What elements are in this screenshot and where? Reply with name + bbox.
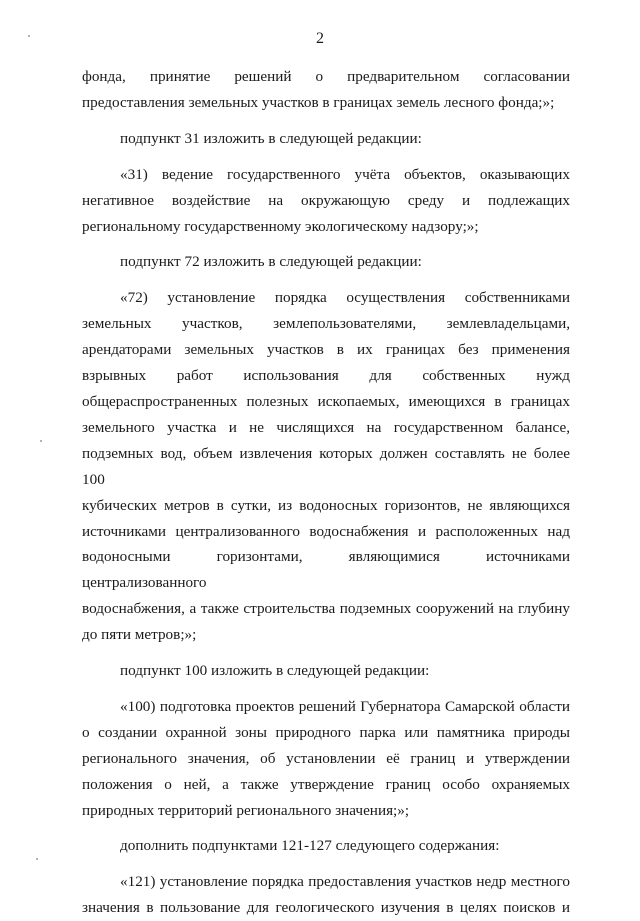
text-line: взрывных работ использования для собственных нужд <box>82 367 570 385</box>
paragraph-subclause-121 <box>82 869 570 921</box>
text-line: «31) ведение государственного учёта объектов, оказывающих <box>120 165 570 183</box>
text-line: дополнить подпунктами 121-127 следующего содержания: <box>120 837 500 855</box>
scan-speck <box>28 35 30 37</box>
text-line: подпункт 100 изложить в следующей редакции: <box>120 662 430 680</box>
text-line: региональному государственному экологическому надзору;»; <box>82 217 479 235</box>
text-line: фонда, принятие решений о предварительном согласовании <box>82 68 570 85</box>
text-line: регионального значения, об установлении её границ и утверждении <box>82 749 570 767</box>
paragraph-continuation <box>82 64 570 116</box>
text-line: негативное воздействие на окружающую среду и подлежащих <box>82 191 570 209</box>
text-line: земельных участков, землепользователями, землевладельцами, <box>82 315 570 333</box>
paragraph-subclause-31 <box>82 162 570 240</box>
text-line: «100) подготовка проектов решений Губернатора Самарской области <box>120 697 570 715</box>
paragraph-instruction <box>82 658 570 684</box>
document-body <box>82 64 570 921</box>
paragraph-instruction <box>82 833 570 859</box>
text-line: арендаторами земельных участков в их границах без применения <box>82 341 570 359</box>
paragraph-instruction <box>82 126 570 152</box>
text-line: общераспространенных полезных ископаемых, имеющихся в границах <box>82 392 570 410</box>
text-line: природных территорий регионального значения;»; <box>82 801 410 819</box>
text-line: подпункт 31 изложить в следующей редакции: <box>120 129 422 147</box>
text-line: водоснабжения, а также строительства подземных сооружений на глубину <box>82 600 570 618</box>
paragraph-subclause-100 <box>82 694 570 824</box>
page-number: 2 <box>316 30 324 47</box>
scan-speck <box>40 440 42 442</box>
text-line: значения в пользование для геологического изучения в целях поисков и <box>82 899 570 917</box>
text-line: предоставления земельных участков в границах земель лесного фонда;»; <box>82 93 555 111</box>
text-line: земельного участка и не числящихся на государственном балансе, <box>82 418 570 436</box>
text-line: источниками централизованного водоснабжения и расположенных над <box>82 522 570 540</box>
text-line: «121) установление порядка предоставления участков недр местного <box>120 873 570 891</box>
text-line: кубических метров в сутки, из водоносных горизонтов, не являющихся <box>82 496 570 514</box>
text-line: водоносными горизонтами, являющимися источниками централизованного <box>82 548 570 592</box>
scan-speck <box>36 858 38 860</box>
text-line: «72) установление порядка осуществления собственниками <box>120 289 570 307</box>
text-line: положения о ней, а также утверждение границ особо охраняемых <box>82 775 570 793</box>
text-line: до пяти метров;»; <box>82 626 197 644</box>
text-line: о создании охранной зоны природного парка или памятника природы <box>82 723 570 741</box>
text-line: подземных вод, объем извлечения которых должен составлять не более 100 <box>82 444 570 488</box>
paragraph-instruction <box>82 249 570 275</box>
paragraph-subclause-72 <box>82 285 570 648</box>
text-line: подпункт 72 изложить в следующей редакции: <box>120 253 422 271</box>
